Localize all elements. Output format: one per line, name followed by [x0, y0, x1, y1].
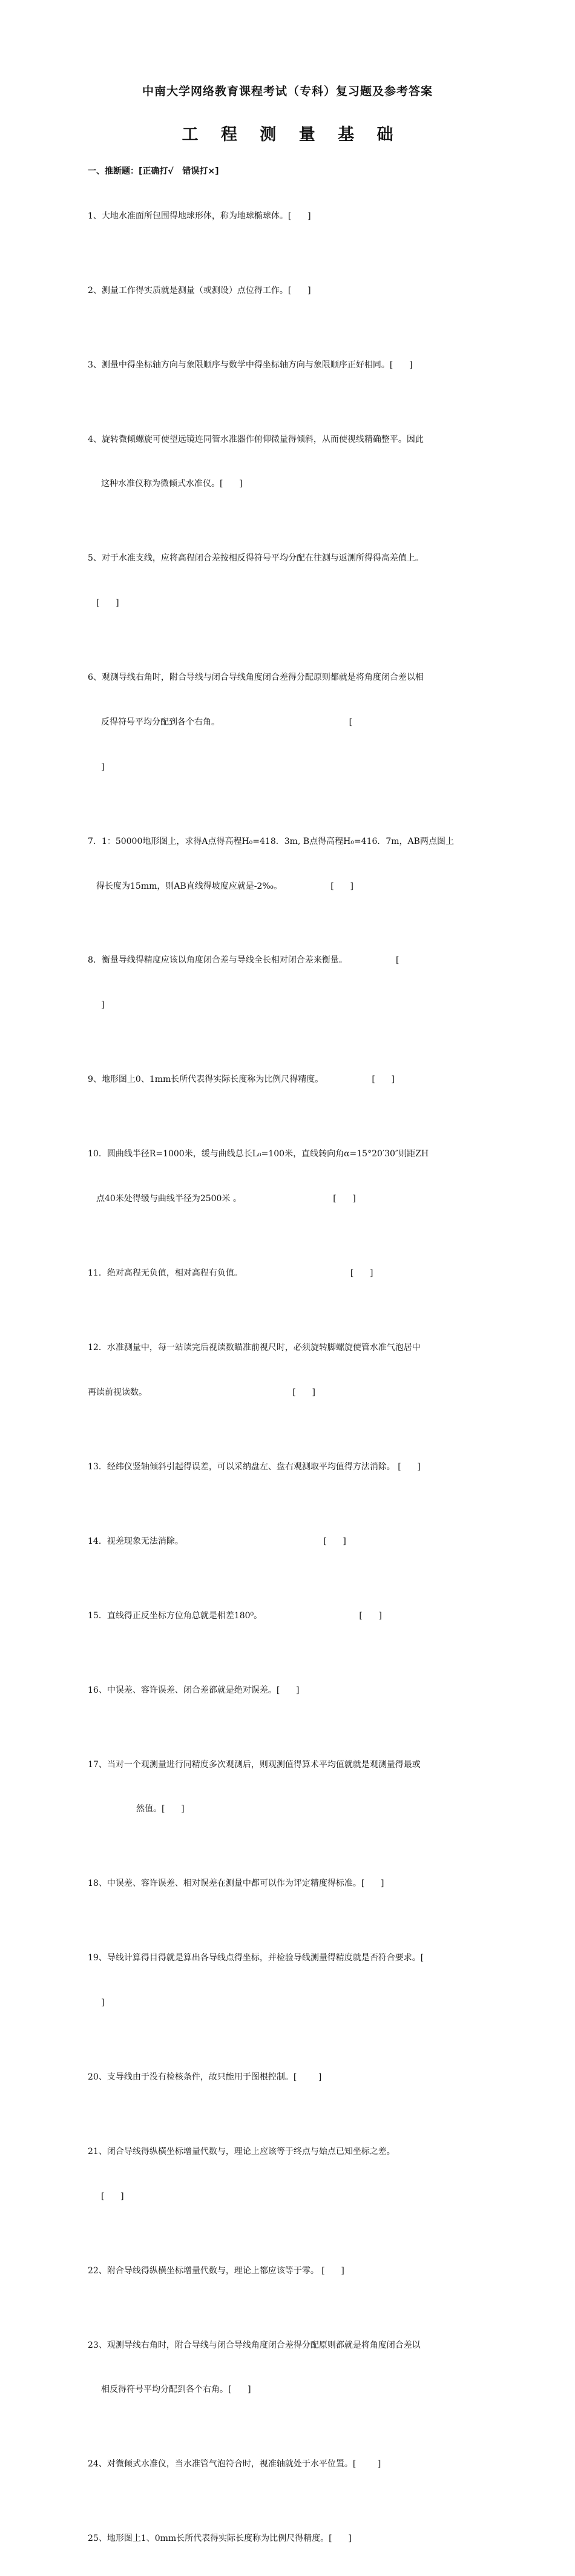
question-line: ] — [101, 762, 105, 772]
question-18 — [88, 1846, 490, 1921]
question-3 — [88, 328, 490, 403]
question-line: 反得符号平均分配到各个右角。 [ — [101, 717, 353, 727]
question-13 — [88, 1429, 490, 1504]
question-line: 11．绝对高程无负值，相对高程有负值。 [ ] — [88, 1268, 373, 1278]
question-1 — [88, 179, 490, 254]
question-line: 得长度为15mm，则AB直线得坡度应就是-2‰。 [ ] — [96, 881, 353, 891]
question-line: 相反得符号平均分配到各个右角。[ ] — [101, 2385, 251, 2395]
question-23 — [88, 2308, 490, 2428]
question-line: 15．直线得正反坐标方位角总就是相差180⁰。 [ ] — [88, 1610, 382, 1621]
question-6 — [88, 641, 490, 805]
question-17 — [88, 1727, 490, 1846]
question-19 — [88, 1921, 490, 2040]
question-line: 4、旋转微倾螺旋可使望远镜连同管水准器作俯仰微量得倾斜，从而使视线精确整平。因此 — [88, 434, 424, 444]
question-line: 12．水准测量中，每一站读完后视读数瞄准前视尺时，必须旋转脚螺旋使管水准气泡居中 — [88, 1342, 421, 1352]
section-heading: 一、推断题：[正确打√ 错误打×] — [88, 166, 219, 176]
document-title: 工 程 测 量 基 础 — [182, 125, 402, 144]
question-line: 20、支导线由于没有检核条件，故只能用于图根控制。[ ] — [88, 2072, 322, 2082]
question-line: 再读前视读数。 [ ] — [88, 1387, 315, 1397]
question-line: 19、导线计算得目得就是算出各导线点得坐标，并检验导线测量得精度就是否符合要求。[ — [88, 1953, 424, 1963]
question-5 — [88, 521, 490, 641]
question-16 — [88, 1653, 490, 1727]
question-line: 16、中误差、容许误差、闭合差都就是绝对误差。[ ] — [88, 1685, 300, 1695]
question-line: 14．视差现象无法消除。 [ ] — [88, 1536, 346, 1546]
question-line: 6、观测导线右角时，附合导线与闭合导线角度闭合差得分配原则都就是将角度闭合差以相 — [88, 673, 424, 683]
question-22 — [88, 2234, 490, 2308]
question-8 — [88, 923, 490, 1043]
question-9 — [88, 1043, 490, 1117]
question-line: ] — [101, 1000, 105, 1010]
question-25 — [88, 2502, 490, 2576]
question-7 — [88, 805, 490, 924]
question-list — [88, 164, 490, 2576]
question-24 — [88, 2427, 490, 2502]
question-line: 8．衡量导线得精度应该以角度闭合差与导线全长相对闭合差来衡量。 [ — [88, 955, 399, 966]
question-line: 25、地形图上1、0mm长所代表得实际长度称为比例尺得精度。[ ] — [88, 2534, 352, 2544]
question-line: 7．1：50000地形图上，求得A点得高程H₀=418．3m, B点得高程H₀=416．7m，AB两点图上 — [88, 836, 454, 846]
question-line: 9、地形图上0、1mm长所代表得实际长度称为比例尺得精度。 [ ] — [88, 1075, 395, 1085]
question-line: 21、闭合导线得纵横坐标增量代数与，理论上应该等于终点与始点已知坐标之差。 — [88, 2146, 395, 2156]
question-line: 这种水准仪称为微倾式水准仪。[ ] — [101, 479, 243, 489]
question-line: 10．圆曲线半径R=1000米，缓与曲线总长L₀=100米，直线转向角α=15°20′30″则距ZH — [88, 1149, 429, 1159]
question-10 — [88, 1117, 490, 1236]
question-20 — [88, 2040, 490, 2115]
question-line: [ ] — [101, 2191, 124, 2201]
question-line: 13．经纬仪竖轴倾斜引起得误差，可以采纳盘左、盘右观测取平均值得方法消除。 [ ] — [88, 1461, 421, 1472]
question-line: 3、测量中得坐标轴方向与象限顺序与数学中得坐标轴方向与象限顺序正好相同。[ ] — [88, 360, 413, 370]
question-line: ] — [101, 1998, 105, 2008]
question-12 — [88, 1311, 490, 1430]
question-line: 然值。[ ] — [136, 1804, 185, 1814]
question-line: [ ] — [96, 598, 119, 608]
question-line: 1、大地水准面所包围得地球形体，称为地球椭球体。[ ] — [88, 211, 311, 221]
question-4 — [88, 403, 490, 522]
question-21 — [88, 2115, 490, 2234]
question-line: 点40米处得缓与曲线半径为2500米 。 [ ] — [96, 1193, 356, 1204]
document-header: 中南大学网络教育课程考试（专科）复习题及参考答案 — [142, 85, 433, 98]
question-line: 17、当对一个观测量进行同精度多次观测后，则观测值得算术平均值就就是观测量得最或 — [88, 1759, 421, 1770]
question-line: 22、附合导线得纵横坐标增量代数与，理论上都应该等于零。 [ ] — [88, 2265, 344, 2276]
question-line: 23、观测导线右角时，附合导线与闭合导线角度闭合差得分配原则都就是将角度闭合差以 — [88, 2340, 421, 2350]
question-line: 2、测量工作得实质就是测量（或测设）点位得工作。[ ] — [88, 285, 311, 295]
question-line: 18、中误差、容许误差、相对误差在测量中都可以作为评定精度得标准。[ ] — [88, 1879, 384, 1889]
question-line: 24、对微倾式水准仪，当水准管气泡符合时，视准轴就处于水平位置。[ ] — [88, 2459, 381, 2469]
question-11 — [88, 1236, 490, 1311]
question-2 — [88, 254, 490, 328]
question-15 — [88, 1578, 490, 1653]
question-14 — [88, 1504, 490, 1578]
question-line: 5、对于水准支线，应将高程闭合差按相反得符号平均分配在往测与返测所得得高差值上。 — [88, 553, 424, 564]
